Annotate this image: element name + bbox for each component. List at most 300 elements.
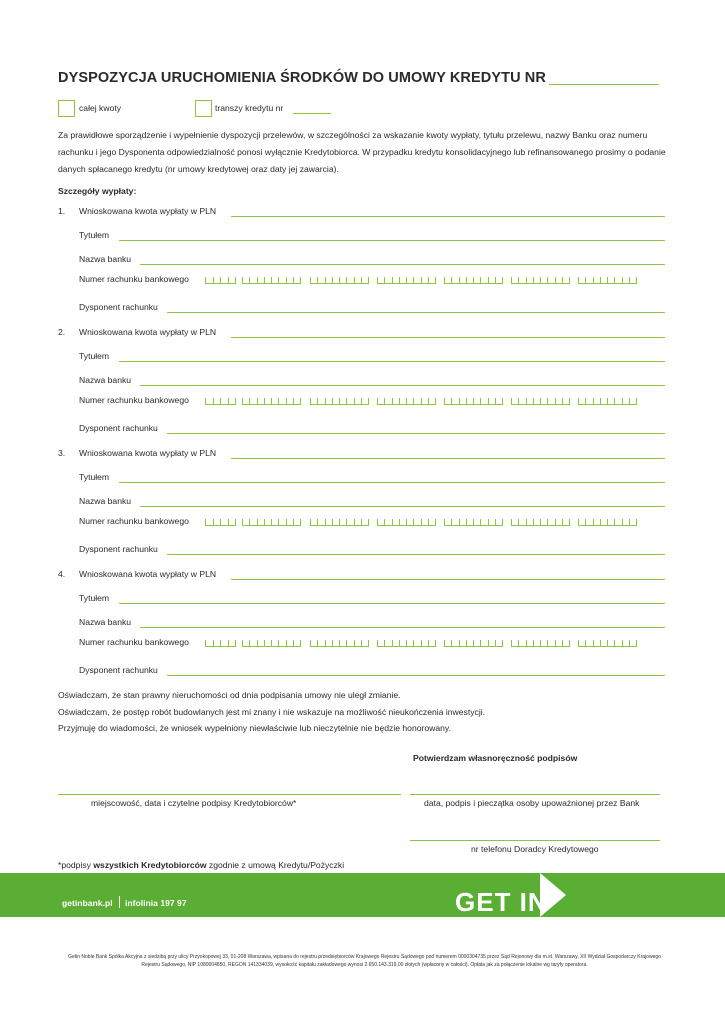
account-digit-box[interactable] xyxy=(392,640,399,646)
bank-name-label: Nazwa banku xyxy=(79,375,132,385)
account-digit-box[interactable] xyxy=(473,398,480,404)
logo-get-in: GET IN xyxy=(455,887,548,917)
account-digit-box[interactable] xyxy=(325,640,332,646)
account-digit-group[interactable] xyxy=(511,398,570,405)
bank-name-field[interactable] xyxy=(140,385,665,386)
account-digit-box[interactable] xyxy=(495,398,503,404)
account-digit-group[interactable] xyxy=(205,398,236,405)
tranche-checkbox[interactable] xyxy=(195,100,212,117)
account-digit-box[interactable] xyxy=(332,519,339,525)
account-digit-box[interactable] xyxy=(547,519,554,525)
account-digit-box[interactable] xyxy=(428,640,436,646)
transfer-title-field[interactable] xyxy=(119,361,665,362)
advisor-phone-caption: nr telefonu Doradcy Kredytowego xyxy=(471,844,599,854)
account-digit-box[interactable] xyxy=(384,519,391,525)
account-owner-label: Dysponent rachunku xyxy=(79,302,158,312)
account-digit-box[interactable] xyxy=(629,398,637,404)
transfer-title-field[interactable] xyxy=(119,240,665,241)
account-digit-box[interactable] xyxy=(488,398,495,404)
account-digit-box[interactable] xyxy=(406,398,413,404)
account-digit-box[interactable] xyxy=(377,398,384,404)
account-digit-box[interactable] xyxy=(310,640,317,646)
account-digit-box[interactable] xyxy=(242,640,249,646)
account-digit-box[interactable] xyxy=(332,277,339,283)
account-digit-box[interactable] xyxy=(257,277,264,283)
account-digit-box[interactable] xyxy=(540,277,547,283)
account-digit-group[interactable] xyxy=(310,519,369,526)
account-digit-box[interactable] xyxy=(600,519,607,525)
account-digit-box[interactable] xyxy=(228,519,237,525)
account-digit-box[interactable] xyxy=(495,640,503,646)
account-digit-box[interactable] xyxy=(325,277,332,283)
account-digit-box[interactable] xyxy=(399,640,406,646)
account-digit-box[interactable] xyxy=(511,640,518,646)
bank-name-label: Nazwa banku xyxy=(79,617,132,627)
account-digit-box[interactable] xyxy=(585,398,592,404)
statement-legal-status: Oświadczam, że stan prawny nieruchomości od dnia podpisania umowy nie uległ zmianie. xyxy=(58,690,401,700)
account-digit-box[interactable] xyxy=(384,277,391,283)
account-digit-box[interactable] xyxy=(377,640,384,646)
account-digit-group[interactable] xyxy=(377,277,436,284)
account-digit-box[interactable] xyxy=(444,398,451,404)
account-digit-box[interactable] xyxy=(607,640,614,646)
account-digit-box[interactable] xyxy=(228,640,237,646)
account-digit-box[interactable] xyxy=(451,398,458,404)
account-digit-box[interactable] xyxy=(257,519,264,525)
transfer-title-field[interactable] xyxy=(119,603,665,604)
account-digit-box[interactable] xyxy=(293,277,301,283)
account-digit-box[interactable] xyxy=(278,277,285,283)
account-digit-box[interactable] xyxy=(562,640,570,646)
footer-website[interactable]: getinbank.pl xyxy=(62,898,113,908)
account-digit-box[interactable] xyxy=(533,277,540,283)
account-digit-box[interactable] xyxy=(271,519,278,525)
account-digit-box[interactable] xyxy=(354,398,361,404)
account-digit-box[interactable] xyxy=(264,277,271,283)
account-digit-box[interactable] xyxy=(555,519,562,525)
account-digit-box[interactable] xyxy=(257,640,264,646)
account-digit-box[interactable] xyxy=(533,519,540,525)
legal-text: Getin Noble Bank Spółka Akcyjna z siedzibą przy ulicy Przyokopowej 33, 01-208 Warszawa, wpisana do rejestru przedsiębiorców Krajowego Rejestru Sądowego pod numerem 0000304735 przez Sąd Rejonowy dla m.st. Warszawy, XII Wydział Gospodarczy Krajowego Rejestru Sądowego, NIP 1080004850, REGON 141334039, wysokość kapitału zakładowego wynosi 2.650.143.319,00 złotych (wpłacony w całości). Opłata jak za połączenie lokalne wg taryfy operatora. xyxy=(68,954,661,968)
account-digit-group[interactable] xyxy=(511,519,570,526)
account-digit-box[interactable] xyxy=(399,519,406,525)
footer-divider xyxy=(119,896,120,908)
account-digit-box[interactable] xyxy=(428,398,436,404)
account-digit-box[interactable] xyxy=(293,519,301,525)
account-digit-box[interactable] xyxy=(317,277,324,283)
account-digit-box[interactable] xyxy=(473,277,480,283)
intro-paragraph: Za prawidłowe sporządzenie i wypełnienie dyspozycji przelewów, w szczególności za wskazanie kwoty wypłaty, tytułu przelewu, nazwy Banku oraz numeru rachunku i jego Dysponenta odpowiedzialność ponosi wyłącznie Kredytobiorca. W przypadku kredytu konsolidacyjnego lub refinansowanego prosimy o podanie danych spłacanego kredytu (nr umowy kredytowej oraz daty jej zawarcia). xyxy=(58,130,666,174)
account-digit-group[interactable] xyxy=(511,277,570,284)
account-digit-box[interactable] xyxy=(451,640,458,646)
account-digit-group[interactable] xyxy=(205,640,236,647)
account-digit-box[interactable] xyxy=(213,277,221,283)
account-digit-box[interactable] xyxy=(578,277,585,283)
account-digit-box[interactable] xyxy=(317,398,324,404)
account-digit-box[interactable] xyxy=(346,519,353,525)
account-digit-box[interactable] xyxy=(555,398,562,404)
footnote-prefix: *podpisy xyxy=(58,860,94,870)
bank-name-field[interactable] xyxy=(140,264,665,265)
account-digit-box[interactable] xyxy=(480,519,487,525)
account-digit-box[interactable] xyxy=(406,640,413,646)
account-digit-box[interactable] xyxy=(459,640,466,646)
account-digit-box[interactable] xyxy=(488,519,495,525)
account-digit-box[interactable] xyxy=(286,640,293,646)
account-digit-box[interactable] xyxy=(578,398,585,404)
account-digit-box[interactable] xyxy=(317,640,324,646)
account-digit-box[interactable] xyxy=(585,277,592,283)
account-digit-box[interactable] xyxy=(249,519,256,525)
account-digit-box[interactable] xyxy=(392,277,399,283)
account-digit-box[interactable] xyxy=(421,398,428,404)
account-digit-box[interactable] xyxy=(444,519,451,525)
signature-confirm-heading: Potwierdzam własnoręczność podpisów xyxy=(413,753,578,763)
account-digit-box[interactable] xyxy=(213,398,221,404)
account-digit-box[interactable] xyxy=(346,277,353,283)
account-digit-group[interactable] xyxy=(511,640,570,647)
account-digit-box[interactable] xyxy=(293,398,301,404)
amount-field[interactable] xyxy=(231,458,665,459)
amount-label: Wnioskowana kwota wypłaty w PLN xyxy=(79,206,217,216)
account-digit-box[interactable] xyxy=(286,519,293,525)
account-digit-box[interactable] xyxy=(293,640,301,646)
account-digit-box[interactable] xyxy=(310,277,317,283)
account-digit-group[interactable] xyxy=(377,398,436,405)
amount-label: Wnioskowana kwota wypłaty w PLN xyxy=(79,448,217,458)
account-digit-box[interactable] xyxy=(459,519,466,525)
account-digit-box[interactable] xyxy=(421,519,428,525)
account-digit-box[interactable] xyxy=(220,519,228,525)
account-digit-box[interactable] xyxy=(547,640,554,646)
account-digit-box[interactable] xyxy=(377,519,384,525)
account-digit-box[interactable] xyxy=(406,277,413,283)
transfer-title-field[interactable] xyxy=(119,482,665,483)
account-number-label: Numer rachunku bankowego xyxy=(79,395,189,405)
account-number-label: Numer rachunku bankowego xyxy=(79,637,189,647)
account-digit-group[interactable] xyxy=(444,640,503,647)
account-digit-box[interactable] xyxy=(555,277,562,283)
account-digit-box[interactable] xyxy=(614,277,621,283)
account-digit-box[interactable] xyxy=(242,277,249,283)
account-digit-box[interactable] xyxy=(278,519,285,525)
account-digit-box[interactable] xyxy=(622,277,629,283)
account-digit-box[interactable] xyxy=(205,398,213,404)
account-digit-box[interactable] xyxy=(205,640,213,646)
account-digit-group[interactable] xyxy=(377,519,436,526)
account-digit-box[interactable] xyxy=(547,398,554,404)
account-digit-box[interactable] xyxy=(547,277,554,283)
account-digit-box[interactable] xyxy=(488,640,495,646)
account-digit-box[interactable] xyxy=(242,398,249,404)
account-digit-group[interactable] xyxy=(578,398,637,405)
account-digit-box[interactable] xyxy=(495,519,503,525)
account-digit-box[interactable] xyxy=(325,519,332,525)
full-amount-checkbox[interactable] xyxy=(58,100,75,117)
account-digit-box[interactable] xyxy=(526,640,533,646)
account-digit-box[interactable] xyxy=(600,398,607,404)
account-digit-box[interactable] xyxy=(213,640,221,646)
full-amount-label: całej kwoty xyxy=(79,103,122,113)
tranche-label: transzy kredytu nr xyxy=(215,103,284,113)
account-digit-box[interactable] xyxy=(271,277,278,283)
advisor-phone-field[interactable] xyxy=(410,840,660,841)
account-digit-box[interactable] xyxy=(473,640,480,646)
account-digit-box[interactable] xyxy=(354,519,361,525)
footnote-bold: wszystkich Kredytobiorców xyxy=(93,860,207,870)
account-digit-box[interactable] xyxy=(413,277,420,283)
account-digit-box[interactable] xyxy=(228,277,237,283)
account-digit-box[interactable] xyxy=(451,519,458,525)
account-digit-box[interactable] xyxy=(578,519,585,525)
account-digit-box[interactable] xyxy=(562,398,570,404)
account-digit-box[interactable] xyxy=(614,519,621,525)
contract-number-field[interactable] xyxy=(549,84,659,85)
amount-label: Wnioskowana kwota wypłaty w PLN xyxy=(79,327,217,337)
account-digit-box[interactable] xyxy=(444,640,451,646)
details-heading: Szczegóły wypłaty: xyxy=(58,186,137,196)
account-digit-group[interactable] xyxy=(310,398,369,405)
account-digit-group[interactable] xyxy=(242,277,301,284)
account-owner-field[interactable] xyxy=(167,312,665,313)
account-digit-box[interactable] xyxy=(354,277,361,283)
account-digit-box[interactable] xyxy=(585,519,592,525)
account-digit-box[interactable] xyxy=(228,398,237,404)
account-digit-box[interactable] xyxy=(249,277,256,283)
account-digit-group[interactable] xyxy=(578,640,637,647)
account-digit-box[interactable] xyxy=(600,640,607,646)
account-digit-box[interactable] xyxy=(361,398,369,404)
account-digit-box[interactable] xyxy=(361,640,369,646)
tranche-number-field[interactable] xyxy=(293,113,331,114)
account-digit-box[interactable] xyxy=(526,277,533,283)
account-digit-box[interactable] xyxy=(213,519,221,525)
account-digit-box[interactable] xyxy=(399,398,406,404)
account-digit-box[interactable] xyxy=(421,277,428,283)
amount-field[interactable] xyxy=(231,579,665,580)
account-digit-group[interactable] xyxy=(242,640,301,647)
account-digit-box[interactable] xyxy=(540,519,547,525)
account-digit-box[interactable] xyxy=(459,277,466,283)
account-digit-box[interactable] xyxy=(205,277,213,283)
footnote xyxy=(58,860,344,870)
account-digit-box[interactable] xyxy=(377,277,384,283)
account-digit-box[interactable] xyxy=(346,398,353,404)
account-digit-box[interactable] xyxy=(220,640,228,646)
title-label: Tytułem xyxy=(79,230,110,240)
account-digit-box[interactable] xyxy=(286,277,293,283)
title-label: Tytułem xyxy=(79,593,110,603)
account-digit-box[interactable] xyxy=(354,640,361,646)
account-digit-box[interactable] xyxy=(614,398,621,404)
account-digit-box[interactable] xyxy=(271,398,278,404)
account-digit-box[interactable] xyxy=(361,277,369,283)
account-digit-group[interactable] xyxy=(242,519,301,526)
account-digit-box[interactable] xyxy=(466,640,473,646)
account-digit-group[interactable] xyxy=(578,519,637,526)
account-digit-group[interactable] xyxy=(310,277,369,284)
account-digit-box[interactable] xyxy=(533,398,540,404)
account-digit-group[interactable] xyxy=(205,277,236,284)
account-digit-box[interactable] xyxy=(480,277,487,283)
account-digit-box[interactable] xyxy=(428,277,436,283)
account-digit-box[interactable] xyxy=(518,519,525,525)
statement-construction: Oświadczam, że postęp robót budowlanych jest mi znany i nie wskazuje na możliwość nieukończenia inwestycji. xyxy=(58,707,486,717)
account-digit-box[interactable] xyxy=(339,640,346,646)
account-digit-box[interactable] xyxy=(511,398,518,404)
account-digit-box[interactable] xyxy=(220,398,228,404)
account-digit-box[interactable] xyxy=(540,640,547,646)
account-digit-box[interactable] xyxy=(406,519,413,525)
account-digit-box[interactable] xyxy=(622,640,629,646)
account-digit-box[interactable] xyxy=(593,398,600,404)
account-digit-box[interactable] xyxy=(540,398,547,404)
account-digit-box[interactable] xyxy=(459,398,466,404)
account-digit-box[interactable] xyxy=(317,519,324,525)
amount-field[interactable] xyxy=(231,337,665,338)
footnote-suffix: zgodnie z umową Kredytu/Pożyczki xyxy=(206,860,345,870)
bank-name-field[interactable] xyxy=(140,627,665,628)
account-digit-box[interactable] xyxy=(413,398,420,404)
account-digit-box[interactable] xyxy=(264,519,271,525)
account-digit-box[interactable] xyxy=(444,277,451,283)
account-digit-box[interactable] xyxy=(339,277,346,283)
account-digit-box[interactable] xyxy=(473,519,480,525)
account-owner-field[interactable] xyxy=(167,675,665,676)
account-number-label: Numer rachunku bankowego xyxy=(79,274,189,284)
account-digit-box[interactable] xyxy=(562,277,570,283)
account-digit-box[interactable] xyxy=(413,640,420,646)
payout-number: 1. xyxy=(58,206,66,216)
account-digit-box[interactable] xyxy=(286,398,293,404)
account-owner-label: Dysponent rachunku xyxy=(79,423,158,433)
account-digit-box[interactable] xyxy=(607,277,614,283)
account-digit-box[interactable] xyxy=(526,519,533,525)
account-digit-box[interactable] xyxy=(242,519,249,525)
account-digit-box[interactable] xyxy=(629,640,637,646)
account-digit-box[interactable] xyxy=(480,398,487,404)
account-digit-box[interactable] xyxy=(346,640,353,646)
account-digit-box[interactable] xyxy=(518,398,525,404)
account-digit-box[interactable] xyxy=(392,398,399,404)
account-digit-box[interactable] xyxy=(555,640,562,646)
account-digit-box[interactable] xyxy=(413,519,420,525)
account-digit-box[interactable] xyxy=(466,398,473,404)
account-digit-box[interactable] xyxy=(428,519,436,525)
account-digit-box[interactable] xyxy=(257,398,264,404)
account-owner-field[interactable] xyxy=(167,433,665,434)
account-digit-box[interactable] xyxy=(332,640,339,646)
account-digit-box[interactable] xyxy=(451,277,458,283)
borrower-signature-field[interactable] xyxy=(58,794,401,795)
account-digit-box[interactable] xyxy=(622,519,629,525)
account-digit-box[interactable] xyxy=(511,519,518,525)
payout-number: 2. xyxy=(58,327,66,337)
account-digit-box[interactable] xyxy=(310,519,317,525)
account-digit-box[interactable] xyxy=(562,519,570,525)
account-digit-box[interactable] xyxy=(278,640,285,646)
account-digit-box[interactable] xyxy=(466,277,473,283)
account-digit-box[interactable] xyxy=(585,640,592,646)
account-digit-box[interactable] xyxy=(332,398,339,404)
account-digit-box[interactable] xyxy=(578,640,585,646)
bank-name-label: Nazwa banku xyxy=(79,496,132,506)
account-digit-box[interactable] xyxy=(488,277,495,283)
account-digit-box[interactable] xyxy=(600,277,607,283)
account-owner-field[interactable] xyxy=(167,554,665,555)
account-digit-box[interactable] xyxy=(339,398,346,404)
account-digit-box[interactable] xyxy=(384,640,391,646)
bank-name-field[interactable] xyxy=(140,506,665,507)
account-digit-box[interactable] xyxy=(495,277,503,283)
payout-number: 3. xyxy=(58,448,66,458)
account-digit-box[interactable] xyxy=(480,640,487,646)
account-digit-box[interactable] xyxy=(518,640,525,646)
account-digit-box[interactable] xyxy=(629,277,637,283)
account-digit-box[interactable] xyxy=(466,519,473,525)
account-digit-box[interactable] xyxy=(607,519,614,525)
account-digit-box[interactable] xyxy=(629,519,637,525)
account-digit-box[interactable] xyxy=(220,277,228,283)
account-digit-group[interactable] xyxy=(205,519,236,526)
account-owner-label: Dysponent rachunku xyxy=(79,544,158,554)
account-digit-group[interactable] xyxy=(310,640,369,647)
account-digit-group[interactable] xyxy=(377,640,436,647)
account-digit-group[interactable] xyxy=(444,277,503,284)
account-digit-group[interactable] xyxy=(242,398,301,405)
account-digit-box[interactable] xyxy=(421,640,428,646)
account-digit-box[interactable] xyxy=(399,277,406,283)
account-digit-group[interactable] xyxy=(578,277,637,284)
title-label: Tytułem xyxy=(79,351,110,361)
account-digit-box[interactable] xyxy=(264,640,271,646)
account-digit-box[interactable] xyxy=(622,398,629,404)
title-label: Tytułem xyxy=(79,472,110,482)
account-digit-box[interactable] xyxy=(325,398,332,404)
account-digit-box[interactable] xyxy=(361,519,369,525)
amount-field[interactable] xyxy=(231,216,665,217)
account-digit-box[interactable] xyxy=(533,640,540,646)
account-digit-box[interactable] xyxy=(526,398,533,404)
account-number-label: Numer rachunku bankowego xyxy=(79,516,189,526)
account-digit-group[interactable] xyxy=(444,519,503,526)
account-digit-box[interactable] xyxy=(607,398,614,404)
amount-label: Wnioskowana kwota wypłaty w PLN xyxy=(79,569,217,579)
account-digit-box[interactable] xyxy=(392,519,399,525)
account-digit-box[interactable] xyxy=(384,398,391,404)
account-digit-group[interactable] xyxy=(444,398,503,405)
account-digit-box[interactable] xyxy=(339,519,346,525)
document-title: DYSPOZYCJA URUCHOMIENIA ŚRODKÓW DO UMOWY KREDYTU NR xyxy=(58,70,546,86)
account-owner-label: Dysponent rachunku xyxy=(79,665,158,675)
account-digit-box[interactable] xyxy=(518,277,525,283)
account-digit-box[interactable] xyxy=(264,398,271,404)
account-digit-box[interactable] xyxy=(593,277,600,283)
bank-name-label: Nazwa banku xyxy=(79,254,132,264)
bank-signature-field[interactable] xyxy=(410,794,660,795)
account-digit-box[interactable] xyxy=(249,398,256,404)
account-digit-box[interactable] xyxy=(614,640,621,646)
account-digit-box[interactable] xyxy=(249,640,256,646)
account-digit-box[interactable] xyxy=(511,277,518,283)
account-digit-box[interactable] xyxy=(593,640,600,646)
borrower-signature-caption: miejscowość, data i czytelne podpisy Kredytobiorców* xyxy=(91,798,297,808)
account-digit-box[interactable] xyxy=(271,640,278,646)
account-digit-box[interactable] xyxy=(310,398,317,404)
account-digit-box[interactable] xyxy=(278,398,285,404)
account-digit-box[interactable] xyxy=(593,519,600,525)
account-digit-box[interactable] xyxy=(205,519,213,525)
